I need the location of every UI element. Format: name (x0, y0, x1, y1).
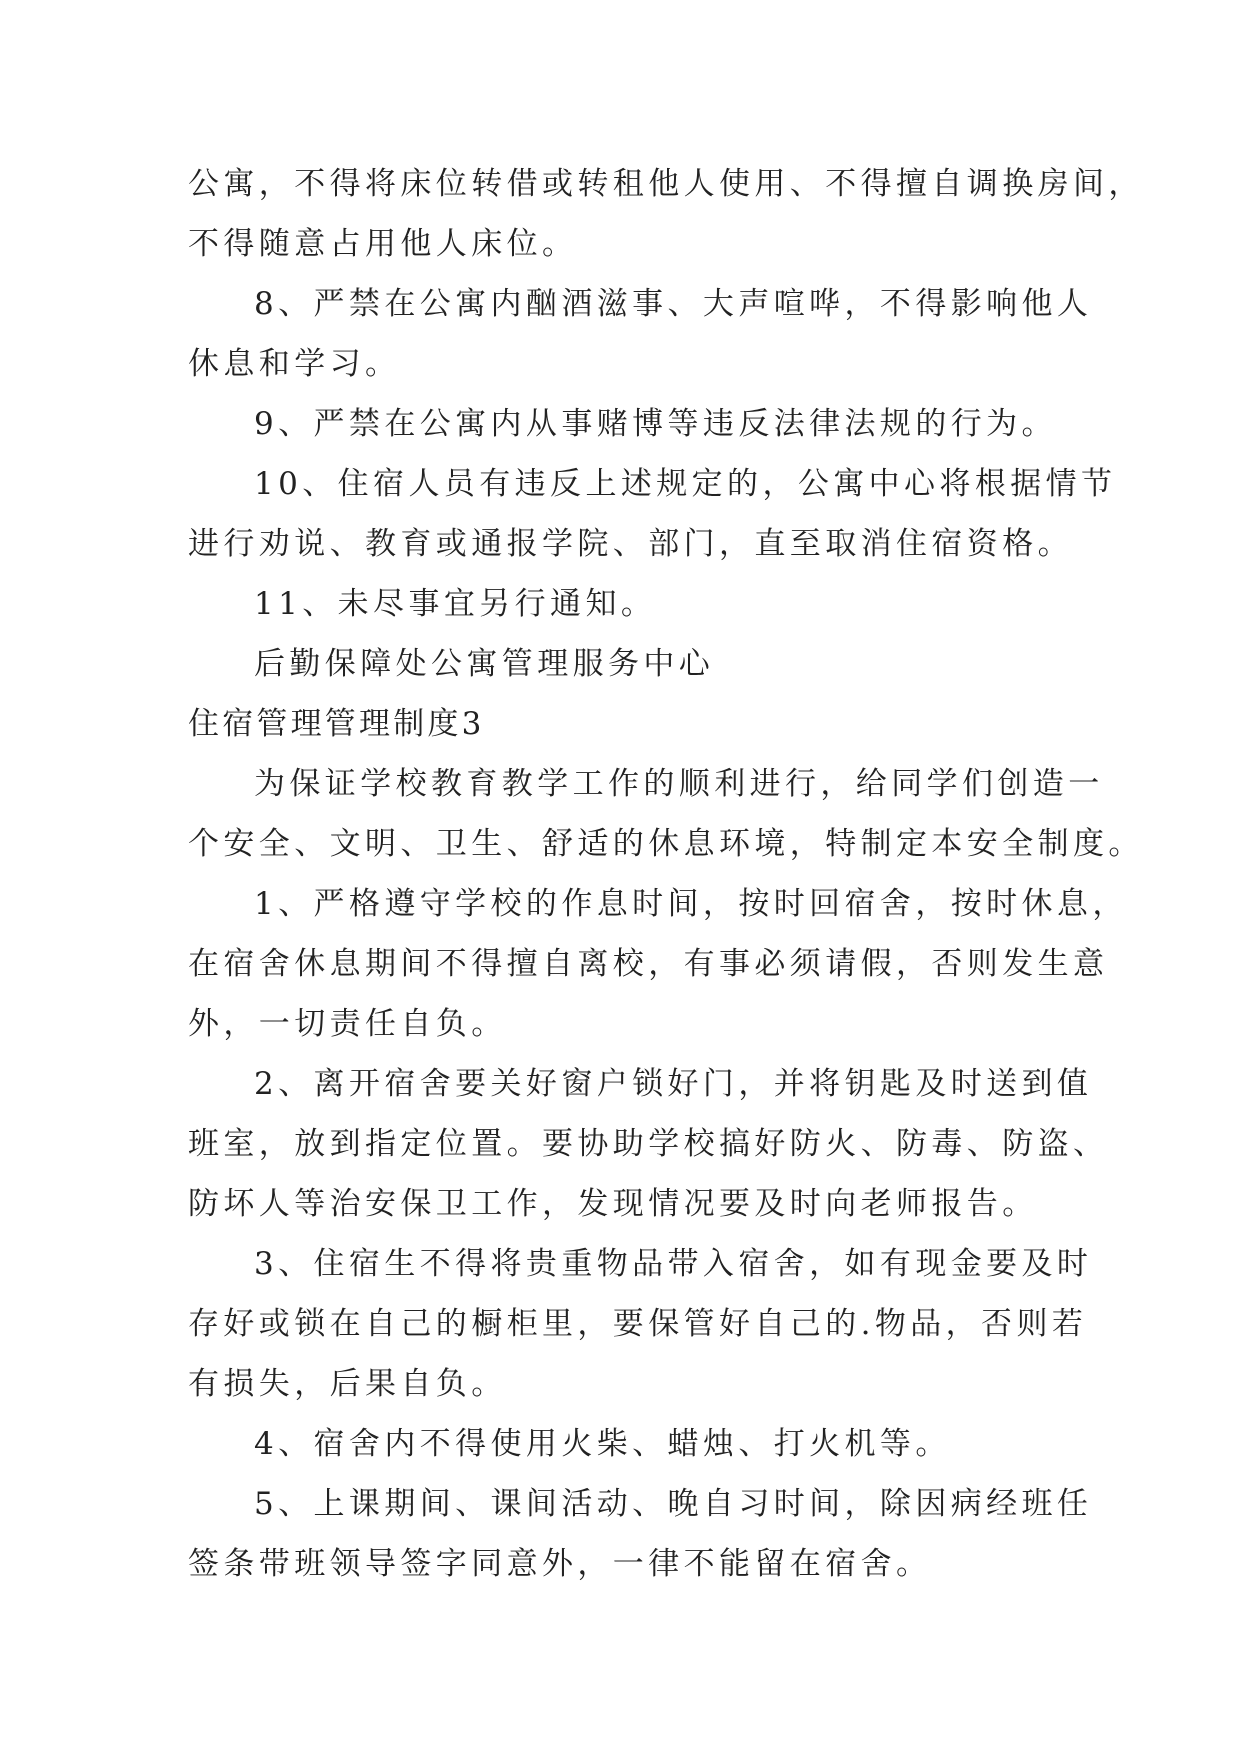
paragraph-line: 存好或锁在自己的橱柜里，要保管好自己的.物品，否则若 (188, 1306, 1088, 1342)
paragraph-line: 公寓，不得将床位转借或转租他人使用、不得擅自调换房间， (188, 166, 1144, 202)
paragraph-line: 在宿舍休息期间不得擅自离校，有事必须请假，否则发生意 (188, 946, 1109, 982)
paragraph-line: 有损失，后果自负。 (188, 1366, 507, 1402)
paragraph-line: 班室，放到指定位置。要协助学校搞好防火、防毒、防盗、 (188, 1126, 1109, 1162)
rule-item-2: 2、离开宿舍要关好窗户锁好门，并将钥匙及时送到值 (254, 1066, 1093, 1102)
paragraph-line: 外，一切责任自负。 (188, 1006, 507, 1042)
rule-item-1: 1、严格遵守学校的作息时间，按时回宿舍，按时休息， (254, 886, 1128, 922)
rule-item-8: 8、严禁在公寓内酗酒滋事、大声喧哗，不得影响他人 (254, 286, 1093, 322)
paragraph-line: 不得随意占用他人床位。 (188, 226, 578, 262)
intro-paragraph: 为保证学校教育教学工作的顺利进行，给同学们创造一 (254, 766, 1104, 802)
rule-item-3: 3、住宿生不得将贵重物品带入宿舍，如有现金要及时 (254, 1246, 1093, 1282)
paragraph-line: 签条带班领导签字同意外，一律不能留在宿舍。 (188, 1546, 932, 1582)
section-heading: 住宿管理管理制度3 (188, 706, 485, 742)
paragraph-line: 进行劝说、教育或通报学院、部门，直至取消住宿资格。 (188, 526, 1073, 562)
paragraph-line: 防坏人等治安保卫工作，发现情况要及时向老师报告。 (188, 1186, 1038, 1222)
rule-item-9: 9、严禁在公寓内从事赌博等违反法律法规的行为。 (254, 406, 1057, 442)
signature-line: 后勤保障处公寓管理服务中心 (254, 646, 715, 682)
paragraph-line: 休息和学习。 (188, 346, 401, 382)
rule-item-10: 10、住宿人员有违反上述规定的，公寓中心将根据情节 (254, 466, 1117, 502)
document-body (188, 154, 1144, 1594)
paragraph-line: 个安全、文明、卫生、舒适的休息环境，特制定本安全制度。 (188, 826, 1144, 862)
rule-item-5: 5、上课期间、课间活动、晚自习时间，除因病经班任 (254, 1486, 1093, 1522)
rule-item-11: 11、未尽事宜另行通知。 (254, 586, 657, 622)
rule-item-4: 4、宿舍内不得使用火柴、蜡烛、打火机等。 (254, 1426, 951, 1462)
